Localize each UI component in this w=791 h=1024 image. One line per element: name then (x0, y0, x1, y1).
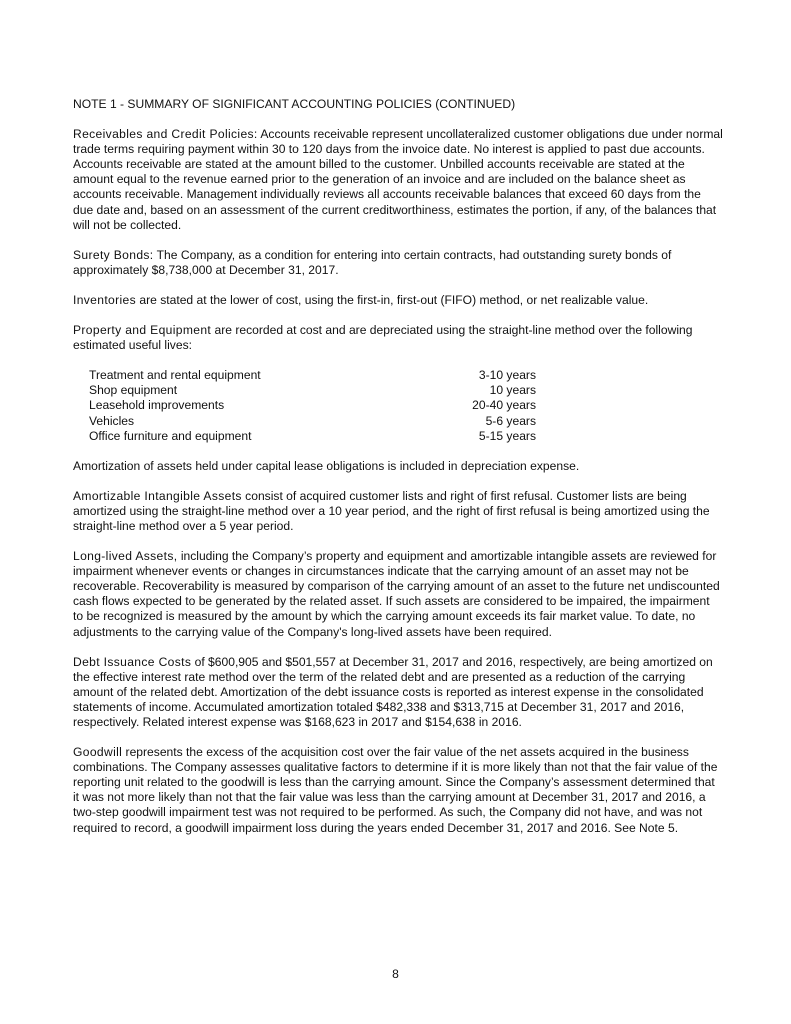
receivables-body: Accounts receivable represent uncollateralized customer obligations due under normal trade terms requiring payment within 30 to 120 days from the invoice date. No interest is applied to past due accounts. Accounts receivable are stated at the amount billed to the customer. Unbilled accounts receivable are stated at the amount equal to the revenue earned prior to the generation of an invoice and are included on the balance sheet as accounts receivable. Management individually reviews all accounts receivable balances that exceed 60 days from the due date and, based on an assessment of the current creditworthiness, estimates the portion, if any, of the balances that will not be collected. (73, 127, 723, 232)
debt-issuance-lead: Debt Issuance Costs (73, 654, 192, 669)
receivables-lead: Receivables and Credit Policies: (73, 127, 258, 142)
property-lead: Property and Equipment (73, 323, 212, 338)
asset-life: 5-6 years (485, 413, 536, 428)
asset-life: 20-40 years (472, 398, 536, 413)
useful-lives-table (89, 368, 536, 443)
asset-name: Office furniture and equipment (89, 428, 252, 443)
goodwill-lead: Goodwill (73, 745, 123, 760)
useful-lives-row (89, 429, 536, 444)
asset-name: Vehicles (89, 413, 135, 428)
page-number: 8 (392, 967, 399, 981)
goodwill-body: represents the excess of the acquisition cost over the fair value of the net assets acquired in the business combinations. The Company assesses qualitative factors to determine if it is more likely than not that the fair value of the reporting unit related to the goodwill is less than the carrying amount. Since the Company’s assessment determined that it was not more likely than not that the fair value was less than the carrying amount at December 31, 2017 and 2016, a two-step goodwill impairment test was not required to be performed. As such, the Company did not have, and was not required to record, a goodwill impairment loss during the years ended December 31, 2017 and 2016. See Note 5. (73, 745, 718, 835)
asset-life: 3-10 years (478, 368, 536, 383)
surety-body: The Company, as a condition for entering into certain contracts, had outstanding surety bonds of approximately $8,738,000 at December 31, 2017. (73, 247, 672, 277)
property-paragraph (73, 323, 723, 353)
useful-lives-row (89, 398, 536, 413)
note-heading: NOTE 1 - SUMMARY OF SIGNIFICANT ACCOUNTING POLICIES (CONTINUED) (73, 97, 516, 111)
useful-lives-row (89, 368, 536, 383)
long-lived-paragraph (73, 549, 723, 640)
intangibles-body: consist of acquired customer lists and right of first refusal. Customer lists are being amortized using the straight-line method over a 10 year period, and the right of first refusal is being amortized using the straight-line method over a 5 year period. (73, 488, 710, 533)
receivables-paragraph (73, 127, 723, 233)
useful-lives-row (89, 414, 536, 429)
inventories-lead: Inventories (73, 292, 137, 307)
long-lived-body: including the Company’s property and equipment and amortizable intangible assets are reviewed for impairment whenever events or changes in circumstances indicate that the carrying amount of an asset may not be recoverable. Recoverability is measured by comparison of the carrying amount of an asset to the future net undiscounted cash flows expected to be generated by the related asset. If such assets are considered to be impaired, the impairment to be recognized is measured by the amount by which the carrying amount exceeds its fair market value. To date, no adjustments to the carrying value of the Company's long-lived assets have been required. (73, 549, 720, 639)
asset-life: 5-15 years (478, 428, 536, 443)
surety-lead: Surety Bonds: (73, 247, 154, 262)
inventories-body: are stated at the lower of cost, using the first-in, first-out (FIFO) method, or net realizable value. (136, 292, 649, 307)
goodwill-paragraph (73, 745, 723, 836)
long-lived-lead: Long-lived Assets, (73, 549, 178, 564)
asset-name: Shop equipment (89, 383, 178, 398)
property-body: are recorded at cost and are depreciated using the straight-line method over the following estimated useful lives: (73, 323, 693, 353)
debt-issuance-body: of $600,905 and $501,557 at December 31, 2017 and 2016, respectively, are being amortized on the effective interest rate method over the term of the related debt and are presented as a reduction of the carrying amount of the related debt. Amortization of the debt issuance costs is reported as interest expense in the consolidated statements of income. Accumulated amortization totaled $482,338 and $313,715 at December 31, 2017 and 2016, respectively. Related interest expense was $168,623 in 2017 and $154,638 in 2016. (73, 654, 713, 729)
surety-paragraph (73, 248, 723, 278)
asset-name: Treatment and rental equipment (89, 368, 261, 383)
debt-issuance-paragraph (73, 655, 723, 730)
intangibles-lead: Amortizable Intangible Assets (73, 488, 242, 503)
document-page (73, 97, 723, 851)
asset-life: 10 years (489, 383, 536, 398)
asset-name: Leasehold improvements (89, 398, 225, 413)
amortization-paragraph: Amortization of assets held under capital lease obligations is included in depreciation expense. (73, 458, 580, 473)
useful-lives-row (89, 383, 536, 398)
intangibles-paragraph (73, 489, 723, 534)
inventories-paragraph (73, 293, 723, 308)
